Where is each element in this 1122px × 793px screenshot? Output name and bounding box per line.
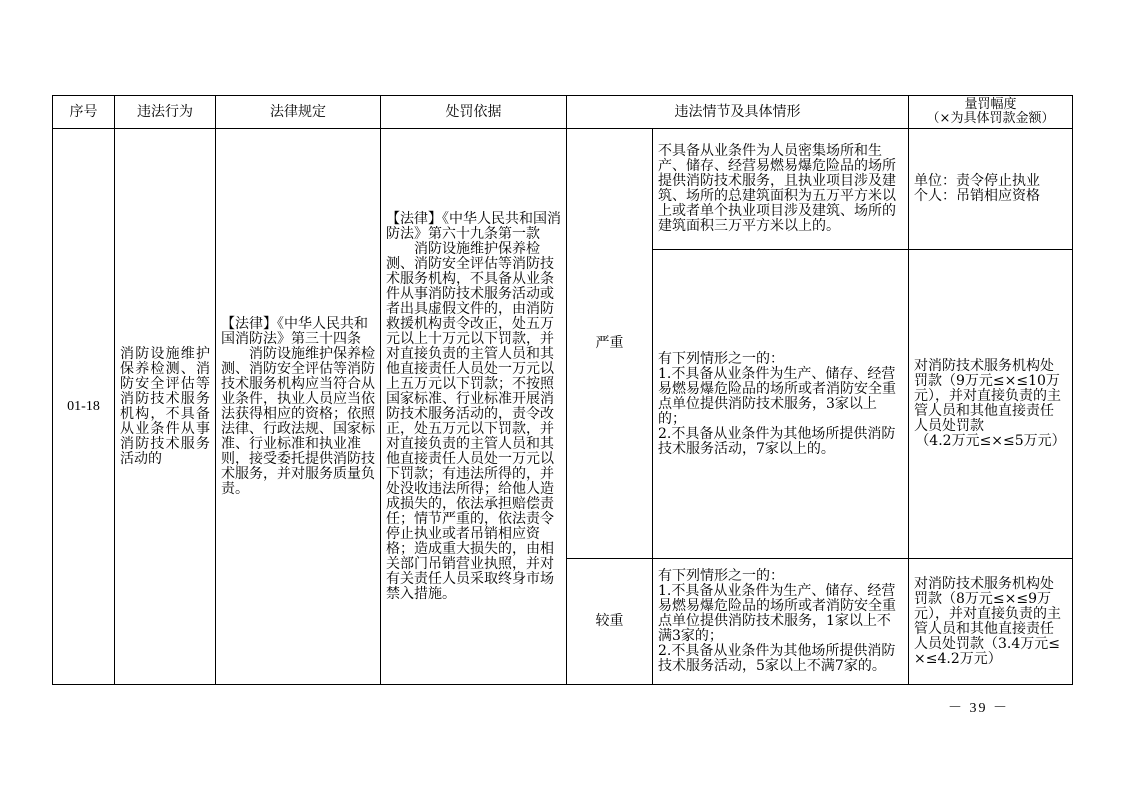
case-3 xyxy=(653,559,909,685)
penalty-2-main: 对消防技术服务机构处罚款（9万元≤×≤10万元），并对直接负责的主管人员和其他直接责任人员处罚款 xyxy=(914,358,1061,434)
case-2-intro: 有下列情形之一的： xyxy=(658,350,784,367)
header-seq: 序号 xyxy=(53,96,115,129)
header-basis: 处罚依据 xyxy=(381,96,567,129)
row-violation-act: 消防设施维护保养检测、消防安全评估等消防技术服务机构，不具备从业条件从事消防技术服务活动的 xyxy=(115,129,216,685)
case-2 xyxy=(653,250,909,559)
case-3-item-1: 1.不具备从业条件为生产、储存、经营易燃易爆危险品的场所或者消防安全重点单位提供消防技术服务，1家以上不满3家的； xyxy=(658,583,896,644)
penalty-3: 对消防技术服务机构处罚款（8万元≤×≤9万元），并对直接负责的主管人员和其他直接责任人员处罚款（3.4万元≤×≤4.2万元） xyxy=(909,559,1073,685)
basis-body: 消防设施维护保养检测、消防安全评估等消防技术服务机构，不具备从业条件从事消防技术服务活动或者出具虚假文件的，由消防救援机构责令改正，处五万元以上十万元以下罚款，并对直接负责的主管人员和其他直接责任人员处一万元以上五万元以下罚款；不按照国家标准、行业标准开展消防技术服务活动的，责令改正，处五万元以下罚款，并对直接负责的主管人员和其他直接责任人员处一万元以下罚款；有违法所得的，并处没收违法所得；给他人造成损失的，依法承担赔偿责任；情节严重的，依法责令停止执业或者吊销相应资格；造成重大损失的，由相关部门吊销营业执照，并对有关责任人员采取终身市场禁入措施。 xyxy=(386,240,554,602)
penalty-2-sub: （4.2万元≤×≤5万元） xyxy=(915,433,1066,449)
header-row xyxy=(53,96,1073,129)
level-severe: 严重 xyxy=(567,129,653,559)
row-law-provision xyxy=(216,129,381,685)
case-1: 不具备从业条件为人员密集场所和生产、储存、经营易燃易爆危险品的场所提供消防技术服务，且执业项目涉及建筑、场所的总建筑面积为五万平方米以上或者单个执业项目涉及建筑、场所的建筑面积三万平方米以上的。 xyxy=(653,129,909,250)
header-range xyxy=(909,96,1073,129)
penalty-1-line-1: 单位：责令停止执业 xyxy=(914,173,1040,189)
law-body: 消防设施维护保养检测、消防安全评估等消防技术服务机构应当符合从业条件，执业人员应当依法获得相应的资格；依照法律、行政法规、国家标准、行业标准和执业准则，接受委托提供消防技术服务，并对服务质量负责。 xyxy=(221,345,375,497)
penalty-table xyxy=(52,95,1073,685)
header-range-main: 量罚幅度 xyxy=(964,97,1017,112)
header-act: 违法行为 xyxy=(115,96,216,129)
header-circumstance: 违法情节及具体情形 xyxy=(567,96,909,129)
case-3-intro: 有下列情形之一的： xyxy=(658,568,784,584)
page-number: － 39 － xyxy=(948,701,1009,716)
row-penalty-basis xyxy=(381,129,567,685)
case-2-item-2: 2.不具备从业条件为其他场所提供消防技术服务活动，7家以上的。 xyxy=(658,425,896,457)
case-2-item-1: 1.不具备从业条件为生产、储存、经营易燃易爆危险品的场所或者消防安全重点单位提供消防技术服务，3家以上的； xyxy=(658,365,896,427)
header-law: 法律规定 xyxy=(216,96,381,129)
law-title: 【法律】《中华人民共和国消防法》第三十四条 xyxy=(221,315,368,347)
header-range-sub: （×为具体罚款金额） xyxy=(926,111,1055,126)
row-seq: 01-18 xyxy=(53,129,115,685)
table-row xyxy=(53,129,1073,250)
penalty-1-line-2: 个人：吊销相应资格 xyxy=(914,188,1040,204)
level-heavy: 较重 xyxy=(567,559,653,685)
basis-title: 【法律】《中华人民共和国消防法》第六十九条第一款 xyxy=(386,210,561,242)
case-3-item-2: 2.不具备从业条件为其他场所提供消防技术服务活动，5家以上不满7家的。 xyxy=(658,643,896,674)
penalty-1 xyxy=(909,129,1073,250)
penalty-2 xyxy=(909,250,1073,559)
